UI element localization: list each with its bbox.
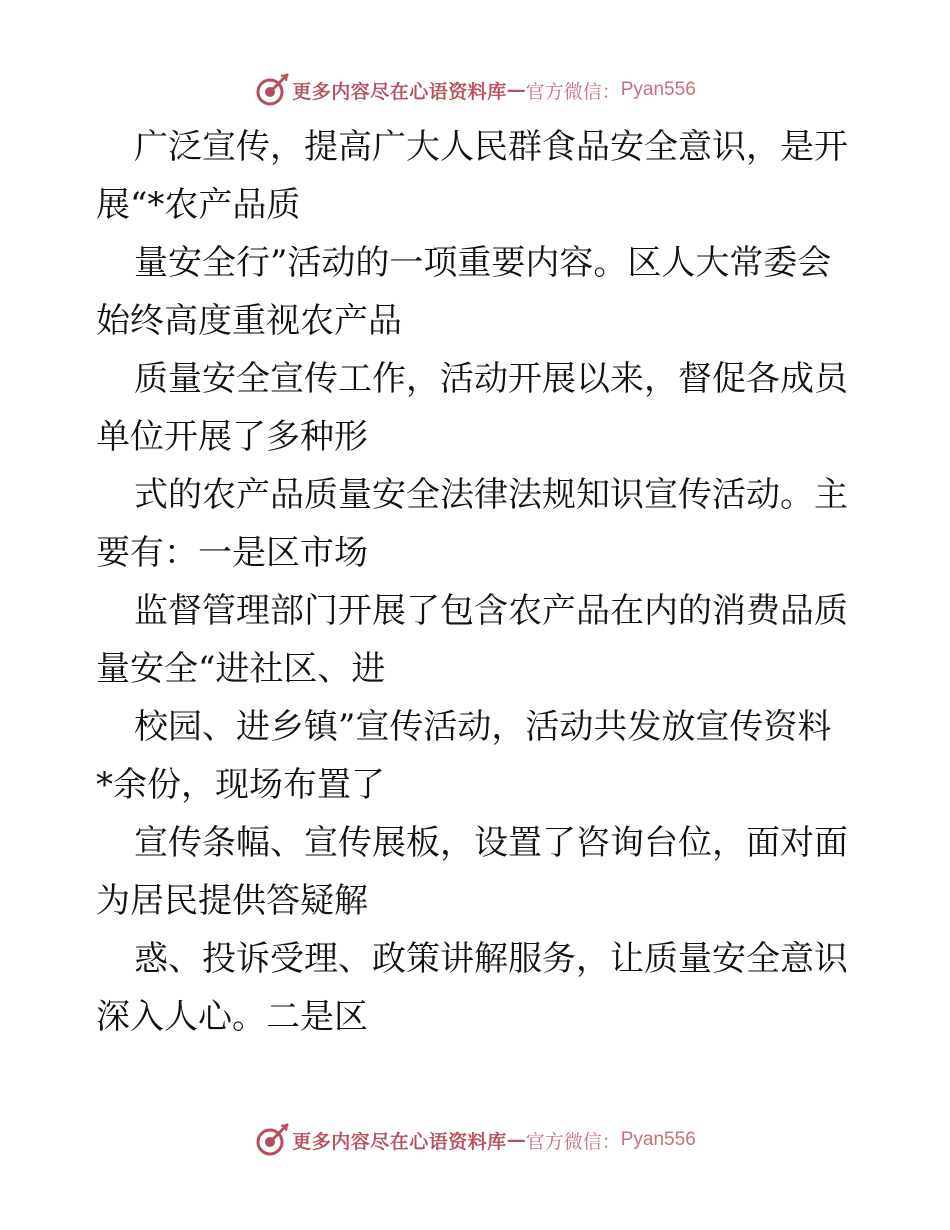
text-line: 宣传条幅、宣传展板，设置了咨询台位，面对面: [134, 823, 848, 863]
text-line: 量安全行”活动的一项重要内容。区人大常委会: [134, 243, 832, 283]
text-line: 式的农产品质量安全法律法规知识宣传活动。主: [134, 475, 848, 515]
watermark-separator: —: [506, 1129, 526, 1151]
text-line: 广泛宣传，提高广大人民群食品安全意识，是开: [134, 127, 848, 167]
text-line: 校园、进乡镇”宣传活动，活动共发放宣传资料: [134, 707, 832, 747]
text-line: *余份，现场布置了: [96, 765, 385, 805]
watermark-wechat-id: Pyan556: [620, 1129, 696, 1150]
logo-icon: [254, 72, 290, 108]
watermark-site-text: 更多内容尽在心语资料库: [292, 1130, 507, 1153]
footer-watermark: [0, 1118, 950, 1162]
header-watermark: [0, 68, 950, 112]
text-line: 质量安全宣传工作，活动开展以来，督促各成员: [134, 359, 848, 399]
text-line: 量安全“进社区、进: [96, 649, 386, 689]
text-line: 展“*农产品质: [96, 185, 301, 225]
text-line: 要有：一是区市场: [96, 533, 368, 573]
text-line: 为居民提供答疑解: [96, 881, 368, 921]
text-line: 深入人心。二是区: [96, 997, 368, 1037]
text-line: 惑、投诉受理、政策讲解服务，让质量安全意识: [134, 939, 848, 979]
document-body: [96, 118, 856, 1046]
watermark-separator: —: [506, 79, 526, 101]
text-line: 单位开展了多种形: [96, 417, 368, 457]
logo-icon: [254, 1122, 290, 1158]
text-line: 监督管理部门开展了包含农产品在内的消费品质: [134, 591, 848, 631]
watermark-wechat-label: 官方微信：: [525, 1130, 621, 1153]
watermark-wechat-id: Pyan556: [620, 79, 696, 100]
text-line: 始终高度重视农产品: [96, 301, 402, 341]
watermark-wechat-label: 官方微信：: [525, 80, 621, 103]
watermark-site-text: 更多内容尽在心语资料库: [292, 80, 507, 103]
